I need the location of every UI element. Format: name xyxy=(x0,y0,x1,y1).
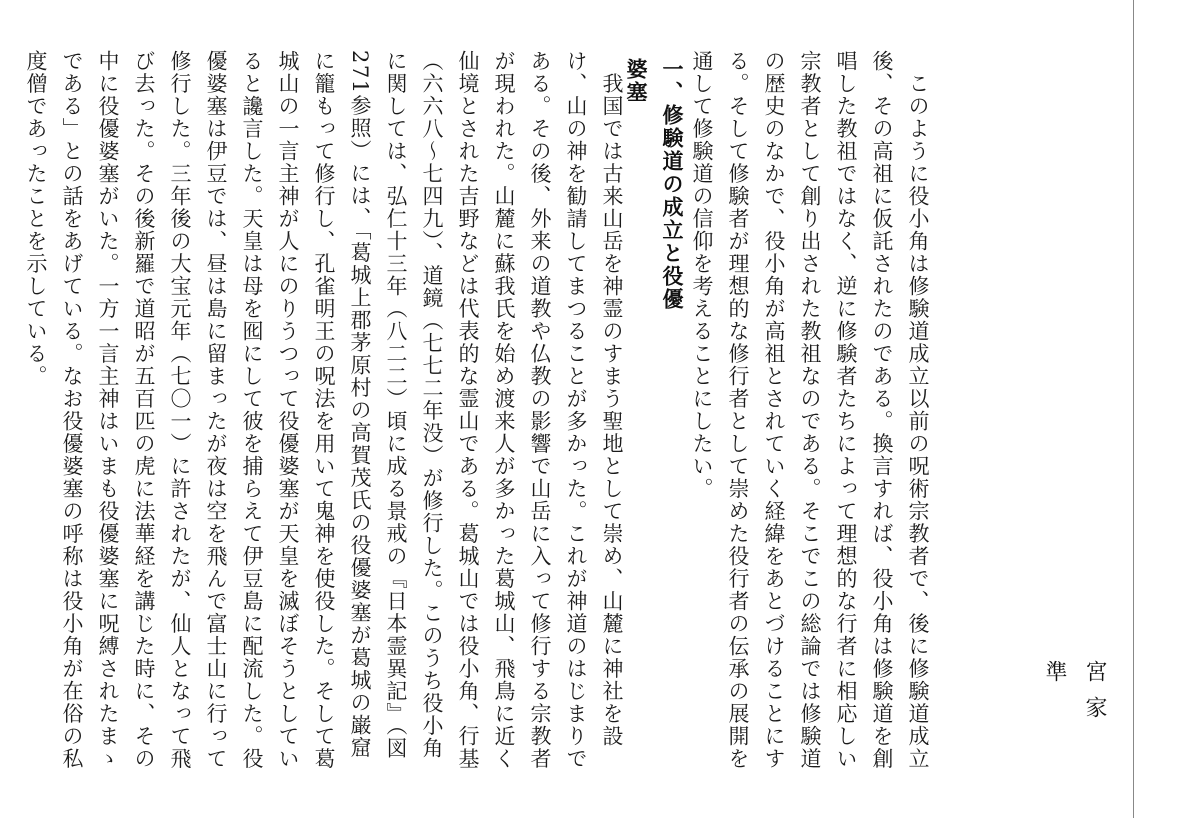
author-name: 宮家 準 xyxy=(1042,660,1107,768)
intro-paragraph: このように役小角は修験道成立以前の呪術宗教者で、後に修験道成立後、その高祖に仮託されたのである。換言すれば、役小角は修験道を創唱した教祖ではなく、逆に修験者たちによって理想的な行者に相応しい宗教者として創り出された教祖なのである。そこでこの総論では修験道の歴史のなかで、役小角が高祖とされていく経緯をあとづけることにする。そして修験者が理想的な修行者として崇めた役行者の伝承の展開を通して修験道の信仰を考えることにしたい。 xyxy=(690,50,930,770)
section-paragraph: 我国では古来山岳を神霊のすまう聖地として崇め、山麓に神社を設け、山の神を勧請してまつることが多かった。これが神道のはじまりである。その後、外来の道教や仏教の影響で山岳に入って修行する宗教者が現われた。山麓に蘇我氏を始め渡来人が多かった葛城山、飛鳥に近く仙境とされた吉野などは代表的な霊山である。葛城山では役小角、行基（六六八〜七四九）、道鏡（七七二年没）が修行した。このうち役小角に関しては、弘仁十三年（八二二）頃に成る景戒の『日本霊異記』（図271参照）には、「葛城上郡茅原村の高賀茂氏の役優婆塞が葛城の巌窟に籠もって修行し、孔雀明王の呪法を用いて鬼神を使役した。そして葛城山の一言主神が人にのりうつって役優婆塞が天皇を滅ぼそうとしていると讒言した。天皇は母を囮にして彼を捕らえて伊豆島に配流した。役優婆塞は伊豆では、昼は島に留まったが夜は空を飛んで富士山に行って修行した。三年後の大宝元年（七〇一）に許されたが、仙人となって飛び去った。その後新羅で道昭が五百匹の虎に法華経を講じた時に、その中に役優婆塞がいた。一方一言主神はいまも役優婆塞に呪縛されたまゝである」との話をあげている。なお役優婆塞の呼称は役小角が在俗の私度僧であったことを示している。 xyxy=(24,50,624,770)
margin-rule xyxy=(1133,0,1134,818)
section-heading: 一、修験道の成立と役優婆塞 xyxy=(624,58,685,311)
